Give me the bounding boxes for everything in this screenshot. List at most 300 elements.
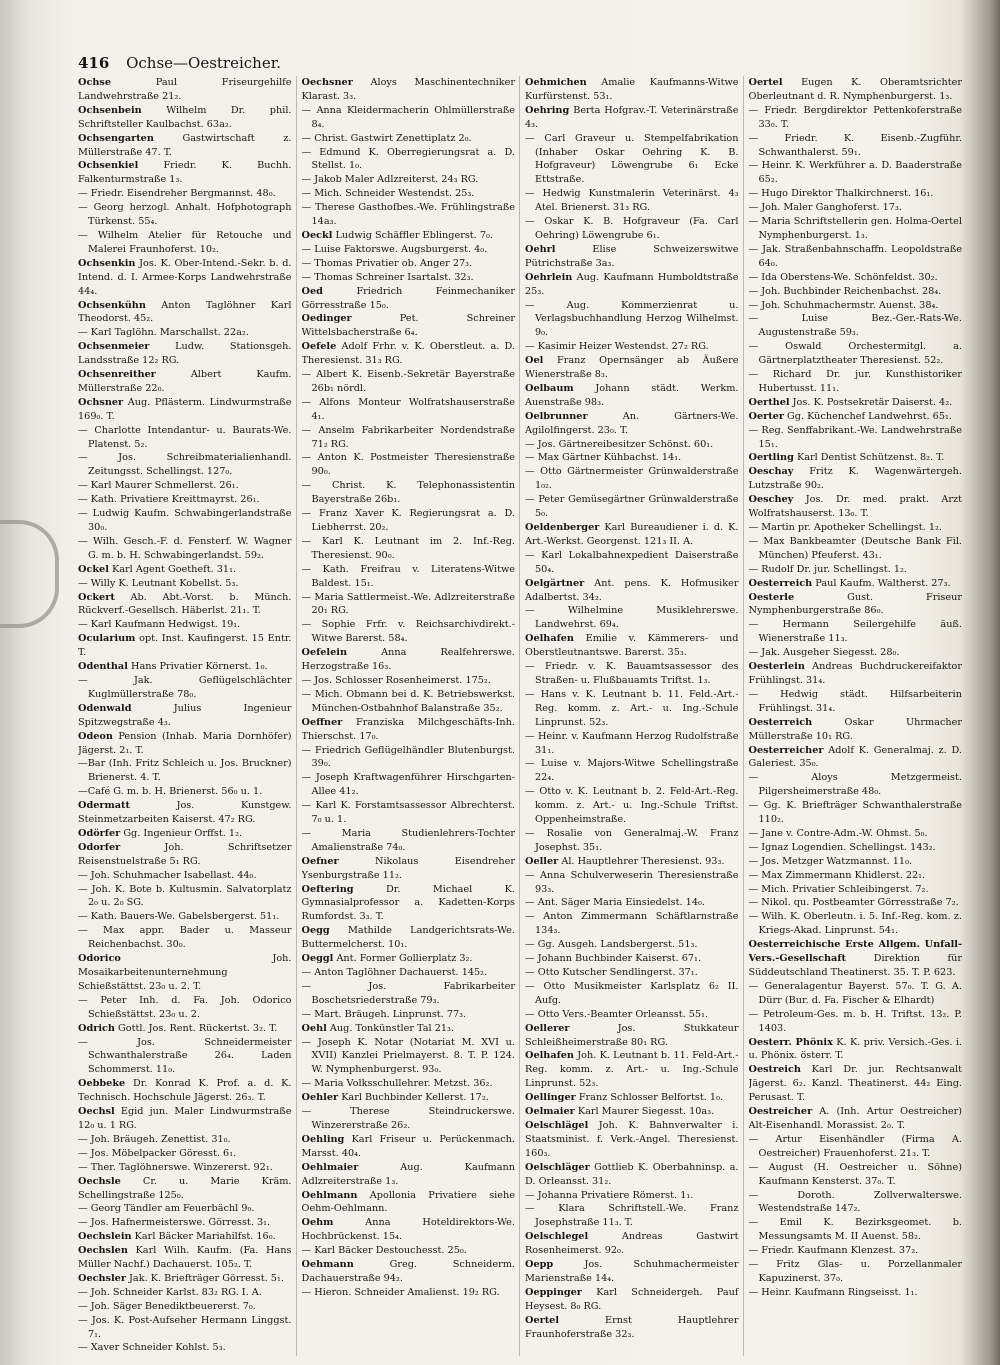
directory-entry (749, 340, 963, 368)
entry-surname: Oelmaier (525, 1106, 575, 1118)
entry-text: Fritz K. Wagenwärtergeh. Lutzstraße 90₂. (748, 466, 962, 492)
entry-text: Friedr. K. Buchh. Falkenturmstraße 1₃. (78, 160, 292, 186)
entry-text: — Ignaz Logendien. Schellingst. 143₂. (748, 841, 936, 853)
directory-entry (749, 869, 963, 883)
entry-text: Jos. Schuhmachermeister Marienstraße 14₄. (525, 1259, 739, 1284)
entry-text: — Karl Kaufmann Hedwigst. 19₁. (78, 619, 241, 631)
directory-entry (525, 493, 739, 521)
entry-text: Egid jun. Maler Lindwurmstraße 12₀ u. 1 RG. (78, 1106, 292, 1131)
entry-surname: Oeller (525, 855, 559, 867)
directory-entry (302, 104, 516, 132)
entry-text: — Nikol. qu. Postbeamter Görresstraße 7₂. (748, 897, 959, 909)
entry-text: — Ida Oberstens-We. Schönfeldst. 30₂. (748, 271, 938, 283)
directory-entry (78, 187, 292, 201)
entry-text: A. (Inh. Artur Oestreicher) Alt-Eisenhandl. Morassist. 2₀. T. (748, 1106, 962, 1131)
entry-text: Jos. Stukkateur Schleißheimerstraße 80₁ RG. (525, 1022, 739, 1048)
entry-text: — Ther. Taglöhnerswe. Winzererst. 92₁. (78, 1161, 273, 1173)
directory-entry (749, 688, 963, 716)
entry-text: Jos. Dr. med. prakt. Arzt Wolfratshauserst. 13₀. T. (748, 494, 962, 520)
entry-text: — Peter Gemüsegärtner Grünwalderstraße 5₀. (525, 494, 739, 520)
entry-text: — Otto Kutscher Sendlingerst. 37₁. (525, 967, 698, 978)
directory-entry (749, 465, 963, 493)
directory-entry (302, 451, 516, 479)
entry-text: Aug. Kaufmann Adlzreiterstraße 1₃. (301, 1161, 515, 1187)
entry-text: Anna Hoteldirektors-We. Hochbrückenst. 15₄. (301, 1217, 515, 1243)
entry-surname: Oesterle (748, 591, 795, 603)
entry-text: — Joh. Buchbinder Reichenbachst. 28₄. (748, 285, 942, 297)
directory-entry (749, 299, 963, 313)
entry-surname: Oechsler (78, 1272, 126, 1284)
entry-surname: Oehlmann (301, 1189, 358, 1201)
entry-text: — Jos. Hafnermeisterswe. Görresst. 3₁. (78, 1217, 271, 1229)
entry-text: — Luise Faktorswe. Augsburgerst. 4₀. (301, 243, 488, 255)
directory-entry (78, 618, 292, 632)
entry-surname: Oesterr. Phönix (748, 1036, 833, 1048)
entry-surname: Ocularium (78, 633, 136, 645)
directory-entry (749, 1133, 963, 1161)
entry-text: — Reg. Senffabrikant.-We. Landwehrstraße 15₁. (748, 424, 962, 450)
entry-text: — Otto v. K. Leutnant b. 2. Feld-Art.-Reg. komm. z. Art.- u. Ing.-Schule Triftst. Oppenheimstraße. (525, 786, 739, 826)
entry-text: — Jos. Gärtnereibesitzer Schönst. 60₁. (525, 438, 714, 450)
directory-entry (78, 104, 292, 132)
directory-entry (525, 660, 739, 688)
directory-entry (749, 799, 963, 827)
entry-text: — Karl K. Leutnant im 2. Inf.-Reg. Theresienst. 90₀. (301, 535, 515, 561)
entry-text: Jos. K. Ober-Intend.-Sekr. b. d. Intend. d. I. Armee-Korps Landwehrstraße 44₄. (78, 257, 292, 297)
directory-entry (525, 966, 739, 980)
column-4 (749, 76, 967, 1356)
entry-surname: Oehmichen (525, 77, 587, 88)
directory-entry (749, 271, 963, 285)
directory-entry (525, 1091, 739, 1105)
directory-entry (525, 1022, 739, 1050)
entry-surname: Odrich (78, 1022, 115, 1034)
entry-text: Joh. K. Leutnant b. 11. Feld-Art.-Reg. komm. z. Art.- u. Ing.-Schule Linprunst. 52₃. (525, 1050, 739, 1090)
entry-surname: Oeckl (301, 229, 333, 241)
directory-entry (78, 730, 292, 758)
directory-entry (78, 827, 292, 841)
entry-surname: Oelschlägel (525, 1119, 589, 1131)
entry-text: Jak. K. Briefträger Görresst. 5₁. (129, 1272, 284, 1284)
entry-surname: Ochsenreither (78, 369, 156, 381)
directory-entry (749, 1216, 963, 1244)
entry-text: Ant. Former Gollierplatz 3₂. (336, 953, 473, 965)
directory-entry (525, 104, 739, 132)
entry-text: — Kath. Freifrau v. Literatens-Witwe Baldest. 15₁. (301, 563, 515, 589)
directory-entry (302, 618, 516, 646)
directory-entry (749, 980, 963, 1008)
entry-surname: Oepp (525, 1259, 554, 1271)
directory-columns (78, 76, 966, 1356)
directory-entry (78, 563, 292, 577)
entry-text: — Klara Schriftstell.-We. Franz Josephstraße 11₃. T. (525, 1203, 739, 1229)
entry-text: —Café G. m. b. H. Brienerst. 56₀ u. 1. (78, 786, 263, 798)
entry-text: Andreas Gastwirt Rosenheimerst. 92₀. (525, 1231, 739, 1257)
directory-entry (78, 1077, 292, 1105)
entry-surname: Oestreich (748, 1064, 801, 1076)
entry-text: — Anselm Fabrikarbeiter Nordendstraße 71₂ RG. (301, 424, 515, 450)
entry-text: — Karl Lokalbahnexpedient Daiserstraße 50₄. (525, 549, 739, 575)
entry-text: Karl Maurer Siegesst. 10a₃. (577, 1106, 715, 1118)
entry-surname: Oechslen (78, 1245, 128, 1257)
entry-surname: Oechsle (78, 1175, 121, 1187)
entry-text: Dr. Michael K. Gymnasialprofessor a. Kadetten-Korps Rumfordst. 3₃. T. (301, 883, 515, 923)
entry-text: Joh. Schriftsetzer Reisenstuelstraße 5₁ RG. (78, 841, 292, 867)
directory-entry (302, 952, 516, 966)
directory-entry (749, 396, 963, 410)
entry-surname: Oed (301, 285, 323, 297)
entry-surname: Oertling (748, 452, 794, 464)
directory-entry (302, 1105, 516, 1133)
directory-entry (525, 354, 739, 382)
column-1 (78, 76, 297, 1356)
entry-text: — Hieron. Schneider Amalienst. 19₂ RG. (301, 1286, 500, 1298)
directory-entry (525, 1258, 739, 1286)
entry-text: — Generalagentur Bayerst. 57₀. T. G. A. Dürr (Bur. d. Fa. Fischer & Elhardt) (748, 980, 962, 1006)
entry-surname: Oefner (301, 855, 339, 867)
entry-surname: Oeschay (748, 466, 794, 478)
directory-entry (525, 76, 739, 104)
entry-text: Mathilde Landgerichtsrats-We. Buttermelcherst. 10₁. (301, 925, 515, 951)
entry-text: — Richard Dr. jur. Kunsthistoriker Hubertusst. 11₁. (748, 369, 962, 394)
directory-entry (78, 368, 292, 396)
entry-surname: Oelhafen (525, 633, 574, 645)
entry-text: Joh. Mosaikarbeitenunternehmung Schießstättst. 23₀ u. 2. T. (78, 953, 292, 992)
entry-surname: Oefele (301, 341, 337, 353)
entry-text: — Wilh. K. Oberleutn. i. 5. Inf.-Reg. kom. z. Kriegs-Akad. Linprunst. 54₁. (748, 911, 962, 937)
directory-entry (749, 896, 963, 910)
entry-text: — Ludwig Kaufm. Schwabingerlandstraße 30₀. (78, 508, 292, 533)
entry-surname: Ochsner (78, 396, 124, 408)
entry-text: — Georg herzogl. Anhalt. Hofphotograph Türkenst. 55₄. (78, 202, 292, 228)
entry-text: — Gg. K. Briefträger Schwanthalerstraße 110₂. (748, 800, 962, 826)
entry-text: — Jak. Ausgeher Siegesst. 28₀. (748, 647, 900, 659)
entry-text: — Joseph K. Notar (Notariat M. XVI u. XVII) Kanzlei Prielmayerst. 8. T. P. 124. W. Nymphenburgerst. 93₀. (301, 1036, 515, 1076)
entry-text: — Anna Schulverweserin Theresienstraße 93₃. (525, 869, 739, 895)
entry-text: Adolf K. Generalmaj. z. D. Galeriest. 35₀. (748, 744, 962, 770)
entry-text: Anna Realfehrerswe. Herzogstraße 16₃. (301, 647, 515, 673)
entry-surname: Oeppinger (525, 1286, 582, 1298)
entry-surname: Odorfer (78, 841, 121, 853)
directory-entry (302, 799, 516, 827)
entry-text: — Rudolf Dr. jur. Schellingst. 1₂. (748, 563, 907, 575)
entry-surname: Oellerer (525, 1022, 570, 1034)
directory-entry (749, 1063, 963, 1105)
directory-entry (525, 1189, 739, 1203)
entry-text: — Willy K. Leutnant Kobellst. 5₃. (78, 577, 239, 589)
entry-text: — Peter Inh. d. Fa. Joh. Odorico Schießstättst. 23₀ u. 2. (78, 994, 292, 1020)
directory-entry (78, 257, 292, 299)
directory-entry (525, 1161, 739, 1189)
entry-surname: Oechsner (301, 77, 353, 88)
entry-surname: Oertel (525, 1314, 560, 1326)
directory-entry (302, 201, 516, 229)
directory-entry (749, 1189, 963, 1217)
entry-text: — Aloys Metzgermeist. Pilgersheimerstraße 48₀. (748, 772, 962, 798)
entry-text: Ludwig Schäffler Eblingerst. 7₀. (335, 229, 493, 241)
entry-surname: Odorico (78, 953, 121, 965)
directory-entry (78, 159, 292, 187)
directory-entry (525, 1286, 739, 1314)
entry-text: Eugen K. Oberamtsrichter Oberleutnant d. R. Nymphenburgerst. 1₃. (748, 77, 962, 102)
entry-surname: Oelschläger (525, 1161, 590, 1173)
entry-text: Albert Kaufm. Müllerstraße 22₀. (78, 369, 292, 394)
directory-entry (78, 340, 292, 368)
entry-text: — Maria Schriftstellerin gen. Holma-Oertel Nymphenburgerst. 1₃. (748, 216, 962, 241)
entry-text: Julius Ingenieur Spitzwegstraße 4₃. (78, 702, 292, 728)
entry-text: — Fritz Glas- u. Porzellanmaler Kapuzinerst. 37₀. (748, 1259, 962, 1284)
column-2 (302, 76, 521, 1356)
entry-surname: Oeffner (301, 716, 343, 728)
entry-text: — Karl Taglöhn. Marschallst. 22a₂. (78, 327, 249, 339)
directory-entry (78, 326, 292, 340)
entry-text: — Jak. Geflügelschlächter Kuglmüllerstraße 78₀. (78, 674, 292, 700)
directory-entry (302, 1244, 516, 1258)
directory-entry (749, 215, 963, 243)
entry-surname: Oehl (301, 1022, 327, 1034)
directory-entry (525, 938, 739, 952)
entry-text: — Luise v. Majors-Witwe Schellingstraße 22₄. (525, 758, 739, 784)
entry-text: — Maria Studienlehrers-Tochter Amalienstraße 74₀. (301, 827, 515, 853)
directory-entry (525, 604, 739, 632)
directory-entry (302, 1133, 516, 1161)
entry-text: — Aug. Kommerzienrat u. Verlagsbuchhandlung Herzog Wilhelmst. 9₀. (525, 299, 739, 339)
entry-text: — Artur Eisenhändler (Firma A. Oestreicher) Frauenhoferst. 21₃. T. (748, 1133, 962, 1159)
directory-entry (78, 869, 292, 883)
directory-entry (78, 702, 292, 730)
directory-entry (78, 507, 292, 535)
entry-text: — August (H. Oestreicher u. Söhne) Kaufmann Kensterst. 37₀. T. (748, 1161, 962, 1187)
entry-surname: Oesterreicher (748, 744, 824, 756)
directory-entry (525, 1314, 739, 1342)
entry-text: Gastwirtschaft z. Müllerstraße 47. T. (78, 132, 292, 158)
entry-text: — Petroleum-Ges. m. b. H. Triftst. 13₂. P. 1403. (748, 1008, 962, 1034)
directory-entry (78, 76, 292, 104)
directory-entry (525, 757, 739, 785)
entry-text: — Otto Musikmeister Karlsplatz 6₂ II. Aufg. (525, 980, 739, 1006)
directory-entry (78, 1147, 292, 1161)
entry-text: Karl Wilh. Kaufm. (Fa. Hans Müller Nachf.) Dachauerst. 105₂. T. (78, 1245, 292, 1271)
entry-text: — Johanna Privatiere Römerst. 1₁. (525, 1189, 694, 1201)
directory-entry (302, 924, 516, 952)
entry-text: Emilie v. Kämmerers- und Oberstleutnantswe. Barerst. 35₃. (525, 633, 739, 659)
directory-entry (302, 229, 516, 243)
entry-text: — Max Bankbeamter (Deutsche Bank Fil. München) Pfeuferst. 43₁. (748, 535, 962, 561)
directory-entry (525, 549, 739, 577)
directory-entry (302, 340, 516, 368)
entry-text: — Maria Volksschullehrer. Metzst. 36₂. (301, 1078, 493, 1090)
directory-entry (78, 1314, 292, 1342)
directory-entry (78, 1022, 292, 1036)
directory-entry (302, 173, 516, 187)
entry-text: — Albert K. Eisenb.-Sekretär Bayerstraße 26b₁ nördl. (301, 369, 515, 394)
entry-text: — Rosalie von Generalmaj.-W. Franz Josephst. 35₁. (525, 827, 739, 853)
column-3 (525, 76, 744, 1356)
entry-text: Aloys Maschinentechniker Klarast. 3₃. (301, 77, 515, 102)
directory-entry (749, 368, 963, 396)
directory-entry (78, 1272, 292, 1286)
entry-text: Oskar Uhrmacher Müllerstraße 10₁ RG. (748, 716, 962, 742)
directory-entry (302, 980, 516, 1008)
directory-entry (302, 1036, 516, 1078)
directory-entry (78, 396, 292, 424)
entry-surname: Oegg (301, 925, 330, 937)
directory-entry (302, 1077, 516, 1091)
entry-text: Karl Buchbinder Kellerst. 17₂. (341, 1092, 489, 1104)
entry-text: Jos. Kunstgew. Steinmetzarbeiten Kaiserst. 47₂ RG. (78, 800, 292, 826)
entry-text: Joh. K. Bahnverwalter i. Staatsminist. f. Verk.-Angel. Theresienst. 160₃. (525, 1119, 739, 1159)
entry-text: — Therese Gasthofbes.-We. Frühlingstraße 14a₃. (301, 202, 515, 228)
entry-text: — Jos. Möbelpacker Göresst. 6₁. (78, 1147, 237, 1159)
directory-entry (749, 646, 963, 660)
directory-entry (302, 396, 516, 424)
entry-text: — Otto Gärtnermeister Grünwalderstraße 1₀₂. (525, 466, 739, 492)
entry-surname: Oebbeke (78, 1078, 126, 1090)
entry-text: — Mich. Privatier Schleibingerst. 7₂. (748, 883, 929, 895)
entry-text: Hans Privatier Körnerst. 1₀. (131, 661, 268, 673)
directory-entry (525, 1008, 739, 1022)
directory-entry (749, 1258, 963, 1286)
directory-entry (302, 855, 516, 883)
entry-text: — Martin pr. Apotheker Schellingst. 1₂. (748, 522, 942, 533)
entry-text: K. K. priv. Versich.-Ges. i. u. Phönix. österr. T. (748, 1036, 962, 1062)
entry-text: — Thomas Schreiner Isartalst. 32₃. (301, 271, 474, 283)
entry-text: — Wilhelmine Musiklehrerswe. Landwehrst. 69₄. (525, 605, 739, 631)
entry-text: — Kath. Bauers-We. Gabelsbergerst. 51₁. (78, 911, 280, 923)
directory-entry (78, 1300, 292, 1314)
entry-text: — Luise Bez.-Ger.-Rats-We. Augustenstraße 59₃. (748, 313, 962, 339)
entry-text: — Sophie Frfr. v. Reichsarchivdirekt.-Witwe Barerst. 58₄. (301, 619, 515, 645)
directory-entry (525, 271, 739, 299)
entry-text: — Joh. Bräugeh. Zenettist. 31₀. (78, 1133, 231, 1145)
directory-entry (525, 521, 739, 549)
entry-text: — Anton Zimmermann Schäftlarnstraße 134₃. (525, 911, 739, 937)
entry-surname: Oesterlein (748, 661, 805, 673)
directory-entry (302, 1286, 516, 1300)
directory-entry (525, 465, 739, 493)
directory-entry (525, 1119, 739, 1161)
directory-entry (749, 771, 963, 799)
directory-entry (78, 493, 292, 507)
entry-text: Franz Opernsänger ab Äußere Wienerstraße 8₃. (525, 355, 739, 381)
entry-surname: Oedinger (301, 313, 352, 325)
entry-text: — Hermann Seilergehilfe äuß. Wienerstraße 11₃. (748, 619, 962, 645)
entry-text: — Edmund K. Oberregierungsrat a. D. Stellst. 1₀. (301, 146, 515, 172)
entry-surname: Oehrl (525, 243, 556, 255)
running-title: Ochse—Oestreicher. (126, 54, 282, 72)
entry-text: Ernst Hauptlehrer Fraunhoferstraße 32₃. (525, 1314, 739, 1340)
entry-text: — Doroth. Zollverwalterswe. Westendstraße 147₂. (748, 1189, 962, 1215)
directory-entry (749, 618, 963, 646)
entry-text: Karl Friseur u. Perückenmach. Marsst. 40₄. (301, 1133, 515, 1159)
entry-text: Adolf Frhr. v. K. Oberstleut. a. D. Theresienst. 31₃ RG. (301, 341, 515, 367)
entry-text: — Kasimir Heizer Westendst. 27₂ RG. (525, 341, 709, 353)
entry-text: — Jos. Schreibmaterialienhandl. Zeitungsst. Schellingst. 127₀. (78, 452, 292, 478)
directory-entry (749, 1008, 963, 1036)
directory-entry (302, 966, 516, 980)
entry-surname: Ochsenkiel (78, 160, 139, 172)
directory-entry (525, 187, 739, 215)
entry-text: Franz Schlosser Belfortst. 1₀. (578, 1092, 724, 1104)
directory-entry (525, 1049, 739, 1091)
entry-text: opt. Inst. Kaufingerst. 15 Entr. T. (78, 633, 292, 659)
entry-surname: Oellinger (525, 1092, 576, 1104)
entry-surname: Oehlmaier (301, 1161, 359, 1173)
entry-surname: Oehm (301, 1217, 334, 1229)
entry-surname: Oesterreichische Erste Allgem. Unfall-Vers.-Gesellschaft (748, 939, 962, 965)
directory-entry (749, 424, 963, 452)
directory-entry (749, 104, 963, 132)
directory-entry (78, 1175, 292, 1203)
entry-text: An. Gärtners-We. Agilolfingerst. 23₀. T. (525, 410, 739, 436)
entry-text: — Friedr. Bergdirektor Pettenkoferstraße 33₀. T. (748, 104, 962, 130)
entry-text: — Oswald Orchestermitgl. a. Gärtnerplatztheater Theresienst. 52₂. (748, 341, 962, 367)
paper-clip-shadow (0, 520, 59, 628)
directory-entry (78, 924, 292, 952)
directory-entry (525, 785, 739, 827)
entry-text: — Joh. Säger Benediktbeuererst. 7₀. (78, 1300, 256, 1312)
directory-entry (749, 883, 963, 897)
entry-surname: Oelgärtner (525, 577, 585, 589)
entry-text: Greg. Schneiderm. Dachauerstraße 94₂. (301, 1259, 515, 1284)
entry-text: Karl Schneidergeh. Pauf Heysest. 8₀ RG. (525, 1286, 739, 1312)
entry-text: Amalie Kaufmanns-Witwe Kurfürstenst. 53₁. (525, 77, 739, 102)
directory-entry (302, 368, 516, 396)
entry-surname: Oelbaum (525, 382, 574, 394)
directory-entry (525, 243, 739, 271)
directory-entry (78, 632, 292, 660)
directory-entry (302, 1091, 516, 1105)
directory-entry (749, 1286, 963, 1300)
entry-text: — Joseph Kraftwagenführer Hirschgarten-Allee 41₂. (301, 772, 515, 798)
directory-entry (78, 451, 292, 479)
entry-text: Ab. Abt.-Vorst. b. Münch. Rückverf.-Gesellsch. Häberlst. 21₁. T. (78, 591, 292, 617)
entry-surname: Oelbrunner (525, 410, 588, 422)
entry-text: Karl Bäcker Mariahilfst. 16₀. (134, 1231, 276, 1243)
entry-text: — Xaver Schneider Kohlst. 5₃. (78, 1342, 226, 1354)
directory-entry (525, 827, 739, 855)
directory-entry (749, 243, 963, 271)
entry-text: — Oskar K. B. Hofgraveur (Fa. Carl Oehring) Löwengrube 6₁. (525, 216, 739, 241)
entry-surname: Ochsenkühn (78, 299, 146, 311)
entry-text: —Bar (Inh. Fritz Schleich u. Jos. Bruckner) Brienerst. 4. T. (78, 758, 292, 784)
entry-text: Al. Hauptlehrer Theresienst. 93₃. (561, 855, 725, 867)
entry-text: — Charlotte Intendantur- u. Baurats-We. Platenst. 5₂. (78, 424, 292, 450)
entry-text: — Friedr. K. Eisenb.-Zugführ. Schwanthalerst. 59₁. (748, 132, 962, 158)
entry-text: Ant. pens. K. Hofmusiker Adalbertst. 34₂. (525, 577, 739, 603)
directory-entry (525, 910, 739, 938)
directory-entry (302, 187, 516, 201)
entry-text: Anton Taglöhner Karl Theodorst. 45₂. (78, 299, 292, 325)
entry-text: Gottlieb K. Oberbahninsp. a. D. Orleansst. 31₂. (525, 1161, 739, 1187)
entry-text: Paul Kaufm. Waltherst. 27₃. (815, 577, 951, 589)
entry-surname: Oelhafen (525, 1050, 574, 1062)
directory-entry (749, 591, 963, 619)
directory-entry (525, 215, 739, 243)
entry-text: — Therese Steindruckerswe. Winzererstraße 26₂. (301, 1106, 515, 1131)
directory-entry (302, 1189, 516, 1217)
entry-text: — Ant. Säger Maria Einsiedelst. 14₀. (525, 897, 705, 909)
directory-entry (78, 229, 292, 257)
entry-text: — Max Zimmermann Khidlerst. 22₁. (748, 869, 926, 881)
entry-text: — Mich. Obmann bei d. K. Betriebswerkst. München-Ostbahnhof Balanstraße 35₂. (301, 688, 515, 714)
directory-entry (749, 827, 963, 841)
directory-entry (78, 910, 292, 924)
directory-entry (749, 855, 963, 869)
entry-surname: Oel (525, 355, 544, 367)
directory-entry (78, 1133, 292, 1147)
entry-text: Nikolaus Eisendreher Ysenburgstraße 11₂. (301, 855, 515, 881)
